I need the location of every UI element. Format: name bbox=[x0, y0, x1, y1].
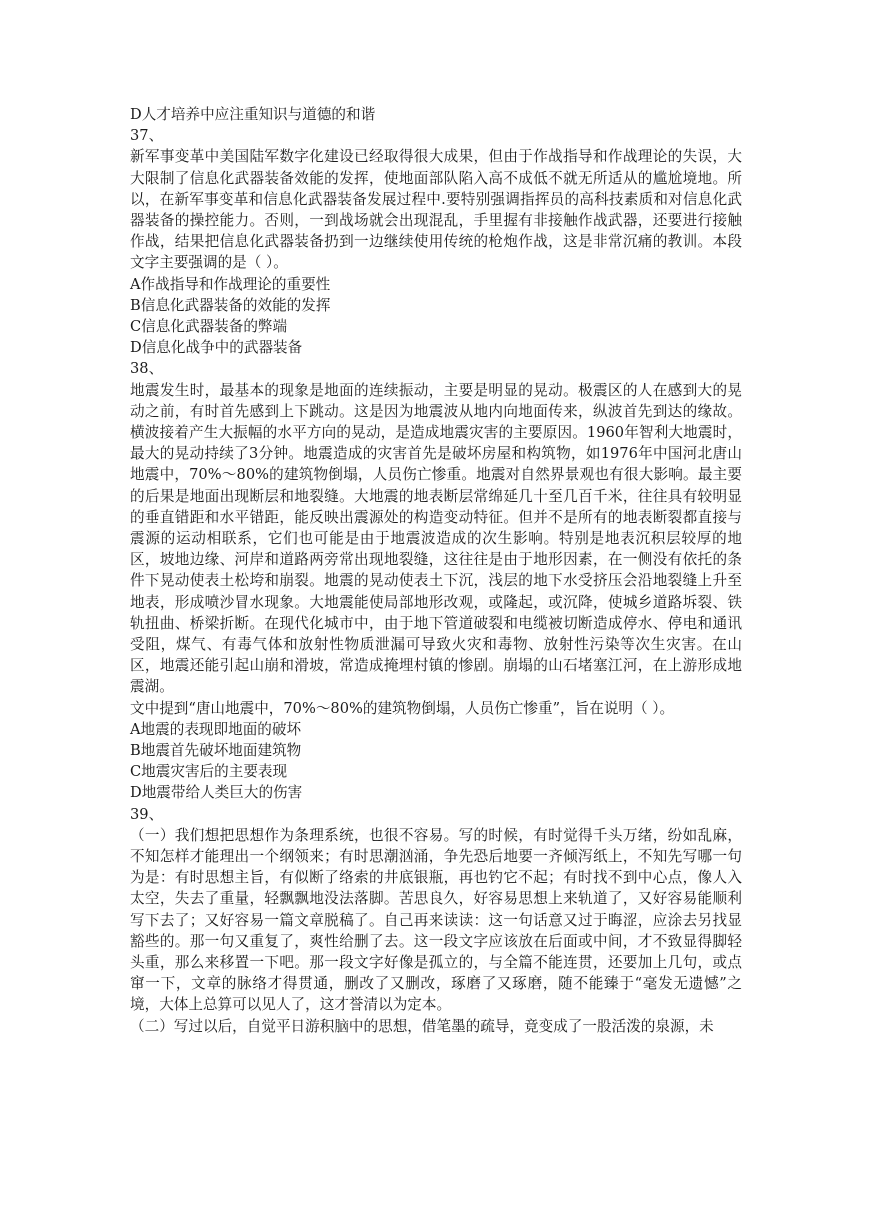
question-number-39: 39、 bbox=[130, 805, 164, 823]
option-d-prev: D人才培养中应注重知识与道德的和谐 bbox=[130, 106, 376, 123]
q37-option-c: C信息化武器装备的弊端 bbox=[130, 317, 288, 335]
q37-option-b: B信息化武器装备的效能的发挥 bbox=[130, 296, 331, 314]
q37-option-d: D信息化战争中的武器装备 bbox=[130, 339, 303, 357]
question-38-passage: 地震发生时，最基本的现象是地面的连续振动，主要是明显的晃动。极震区的人在感到大的晃动之前，有时首先感到上下跳动。这是因为地震波从地内向地面传来，纵波首先到达的缘故。横波接着产生大振幅的水平方向的晃动，是造成地震灾害的主要原因。1960年智利大地震时，最大的晃动持续了3分钟。地震造成的灾害首先是破坏房屋和构筑物，如1976年中国河北唐山地震中，70%～80%的建筑物倒塌，人员伤亡惨重。地震对自然界景观也有很大影响。最主要的后果是地面出现断层和地裂缝。大地震的地表断层常绵延几十至几百千米，往往具有较明显的垂直错距和水平错距，能反映出震源处的构造变动特征。但并不是所有的地表断裂都直接与震源的运动相联系，它们也可能是由于地震波造成的次生影响。特别是地表沉积层较厚的地区，坡地边缘、河岸和道路两旁常出现地裂缝，这往往是由于地形因素，在一侧没有依托的条件下晃动使表土松垮和崩裂。地震的晃动使表土下沉，浅层的地下水受挤压会沿地裂缝上升至地表，形成喷沙冒水现象。大地震能使局部地形改观，或隆起，或沉降，使城乡道路坼裂、铁轨扭曲、桥梁折断。在现代化城市中，由于地下管道破裂和电缆被切断造成停水、停电和通讯受阻，煤气、有毒气体和放射性物质泄漏可导致火灾和毒物、放射性污染等次生灾害。在山区，地震还能引起山崩和滑坡，常造成掩埋村镇的惨剧。崩塌的山石堵塞江河，在上游形成地震湖。 bbox=[130, 381, 742, 696]
document-page bbox=[130, 104, 742, 1037]
question-39-paragraph-2: （二）写过以后，自觉平日游积脑中的思想，借笔墨的疏导，竟变成了一股活泼的泉源，未 bbox=[130, 1017, 714, 1035]
q38-option-a: A地震的表现即地面的破坏 bbox=[130, 720, 302, 738]
q38-option-b: B地震首先破坏地面建筑物 bbox=[130, 741, 302, 759]
question-37-passage: 新军事变革中美国陆军数字化建设已经取得很大成果，但由于作战指导和作战理论的失误，大大限制了信息化武器装备效能的发挥，使地面部队陷入高不成低不就无所适从的尴尬境地。所以，在新军事变革和信息化武器装备发展过程中.要特别强调指挥员的高科技素质和对信息化武器装备的操控能力。否则，一到战场就会出现混乱，手里握有非接触作战武器，还要进行接触作战，结果把信息化武器装备扔到一边继续使用传统的枪炮作战，这是非常沉痛的教训。本段文字主要强调的是（ ）。 bbox=[130, 148, 742, 272]
question-39-paragraph-1: （一）我们想把思想作为条理系统，也很不容易。写的时候，有时觉得千头万绪，纷如乱麻，不知怎样才能理出一个纲领来；有时思潮汹涌，争先恐后地要一齐倾泻纸上，不知先写哪一句为是：有时思想主旨，有似断了络索的井底银瓶，再也钓它不起；有时找不到中心点，像人入太空，失去了重量，轻飘飘地没法落脚。苦思良久，好容易思想上来轨道了，又好容易能顺利写下去了；又好容易一篇文章脱稿了。自己再来读读：这一句话意又过于晦涩，应涂去另找显豁些的。那一句又重复了，爽性给删了去。这一段文字应该放在后面或中间，才不致显得脚轻头重，那么来移置一下吧。那一段文字好像是孤立的，与全篇不能连贯，还要加上几句，或点窜一下，文章的脉络才得贯通，删改了又删改，琢磨了又琢磨，随不能臻于“毫发无遗憾”之境，大体上总算可以见人了，这才誉清以为定本。 bbox=[130, 826, 742, 1014]
question-38-stem: 文中提到“唐山地震中，70%～80%的建筑物倒塌，人员伤亡惨重”，旨在说明（ ）。 bbox=[130, 699, 675, 717]
q38-option-d: D地震带给人类巨大的伤害 bbox=[130, 784, 303, 802]
q37-option-a: A作战指导和作战理论的重要性 bbox=[130, 275, 331, 293]
question-number-37: 37、 bbox=[130, 127, 164, 145]
question-number-38: 38、 bbox=[130, 360, 164, 378]
q38-option-c: C地震灾害后的主要表现 bbox=[130, 763, 288, 781]
